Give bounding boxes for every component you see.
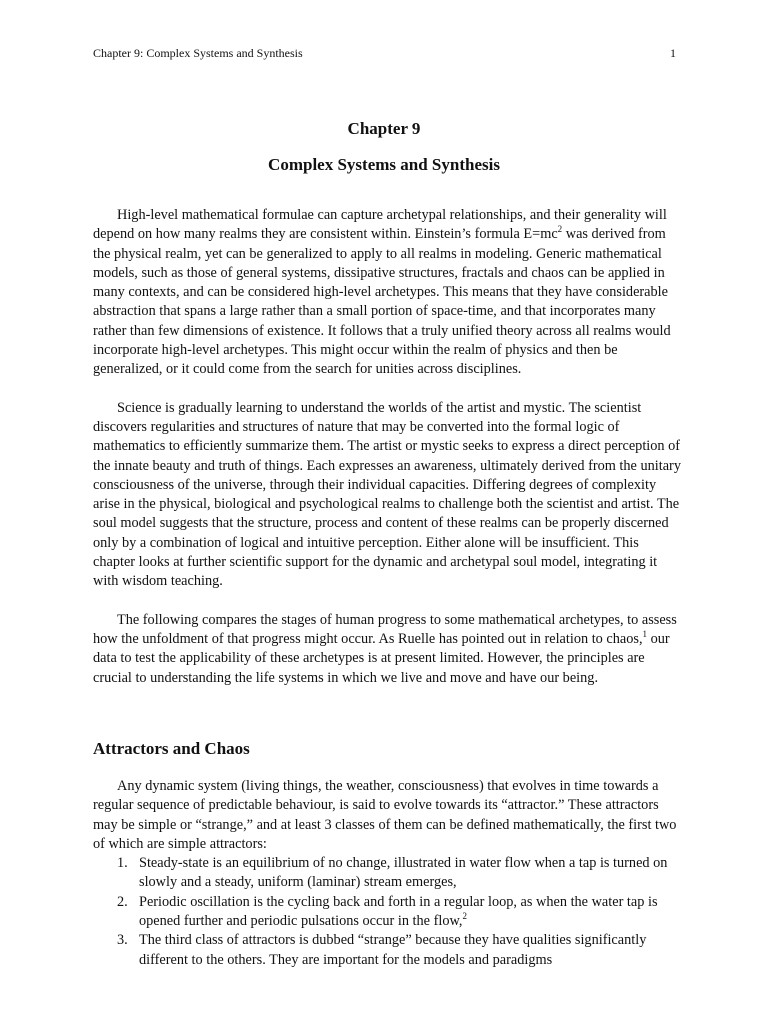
superscript: 2 (557, 224, 563, 235)
running-header (93, 45, 676, 61)
paragraph-text: High-level mathematical formulae can capture archetypal relationships, and their generality will depend on how many realms they are consistent within. Einstein’s formula E=mc (93, 207, 667, 243)
list-item (93, 854, 683, 893)
page-number: 1 (670, 46, 676, 60)
paragraph-text: our data to test the applicability of these archetypes is at present limited. However, the principles are crucial to understanding the life systems in which we live and move and have our being. (93, 630, 670, 686)
chapter-intro (93, 206, 683, 688)
attractor-list (93, 854, 683, 970)
list-number: 1. (117, 855, 128, 872)
chapter-title: Complex Systems and Synthesis (268, 155, 500, 174)
paragraph (93, 206, 683, 380)
paragraph (93, 611, 683, 688)
section-heading: Attractors and Chaos (93, 739, 250, 758)
running-title: Chapter 9: Complex Systems and Synthesis (93, 46, 303, 60)
list-number: 2. (117, 893, 128, 910)
paragraph: Science is gradually learning to understand the worlds of the artist and mystic. The scientist discovers regularities and structures of nature that may be converted into the formal logic of mathematics to efficiently summarize them. The artist or mystic seeks to express a direct perception of the innate beauty and truth of things. Each expresses an awareness, ultimately derived from the unitary consciousness of the universe, through their individual capacities. Differing degrees of complexity arise in the physical, biological and psychological realms to challenge both the scientist and artist. The soul model suggests that the structure, process and content of these realms can be properly discerned only by a combination of logical and intuitive perception. Either alone will be insufficient. This chapter looks at further scientific support for the dynamic and archetypal soul model, integrating it with wisdom teaching. (93, 399, 681, 590)
list-text: Periodic oscillation is the cycling back and forth in a regular loop, as when the water tap is opened further and periodic pulsations occur in the flow, (139, 893, 658, 930)
list-item (93, 893, 683, 932)
footnote-ref: 2 (462, 911, 467, 922)
paragraph-text: The following compares the stages of human progress to some mathematical archetypes, to assess how the unfoldment of that progress might occur. As Ruelle has pointed out in relation to chaos, (93, 611, 677, 647)
chapter-number: Chapter 9 (347, 119, 421, 138)
paragraph-text: was derived from the physical realm, yet can be generalized to apply to all realms in modeling. Generic mathematical models, such as those of general systems, dissipative structures, fractals and chaos can be applied in many contexts, and can be considered high-level archetypes. This means that they have considerable abstraction that spans a large rather than a small portion of space-time, and that incorporates many rather than few dimensions of existence. It follows that a truly unified theory across all realms would incorporate high-level archetypes. This might occur within the realm of physics and then be generalized, or it could come from the search for unities across disciplines. (93, 226, 671, 378)
footnote-ref: 1 (642, 629, 648, 640)
list-item (93, 931, 683, 970)
list-number: 3. (117, 932, 128, 949)
list-text: The third class of attractors is dubbed “strange” because they have qualities significantly different to the others. They are important for the models and paradigms (139, 932, 647, 968)
section-body (93, 777, 683, 970)
paragraph: Any dynamic system (living things, the weather, consciousness) that evolves in time towards a regular sequence of predictable behaviour, is said to evolve towards its “attractor.” These attractors may be simple or “strange,” and at least 3 classes of them can be defined mathematically, the first two of which are simple attractors: (93, 778, 677, 852)
list-text: Steady-state is an equilibrium of no change, illustrated in water flow when a tap is turned on slowly and a steady, uniform (laminar) stream emerges, (139, 855, 668, 891)
